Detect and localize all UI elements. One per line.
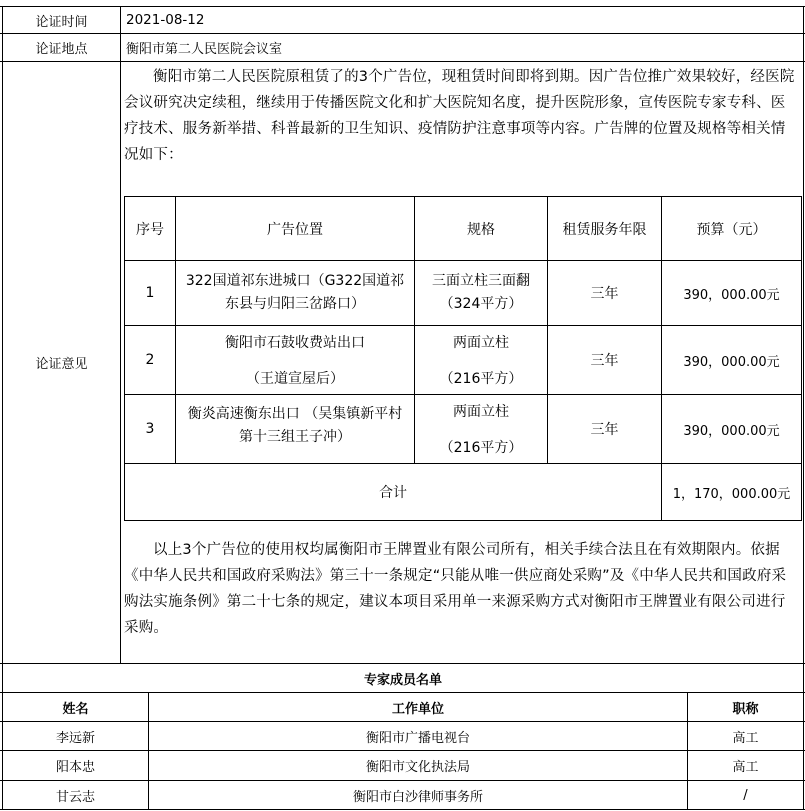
experts-title: 专家成员名单 xyxy=(363,672,442,688)
expert-3-name: 甘云志 xyxy=(55,789,95,805)
ad-row-2-location-line1: 衡阳市石鼓收费站出口 xyxy=(225,335,365,351)
ad-row-2-location xyxy=(176,326,414,394)
ad-header-location: 广告位置 xyxy=(267,221,323,238)
ad-total-value: 1，170，000.00元 xyxy=(672,486,791,502)
ad-header-budget: 预算（元） xyxy=(696,221,767,238)
ad-row-3-no: 3 xyxy=(145,421,155,437)
opinion-label: 论证意见 xyxy=(35,357,88,372)
ad-header-spec: 规格 xyxy=(467,221,495,238)
expert-1-title: 高工 xyxy=(732,730,759,746)
ad-row-3-spec-line1: 两面立柱 xyxy=(452,404,509,420)
ad-total-label: 合计 xyxy=(379,485,407,501)
expert-2-name: 阳本忠 xyxy=(55,760,95,775)
ad-row-1-budget: 390，000.00元 xyxy=(683,287,780,303)
ad-row-3-budget: 390，000.00元 xyxy=(683,423,780,439)
ad-row-2-spec-line1: 两面立柱 xyxy=(452,335,509,351)
ad-header-no: 序号 xyxy=(136,221,164,238)
experts-header-name: 姓名 xyxy=(62,701,89,717)
ad-header-years: 租赁服务年限 xyxy=(562,221,647,238)
opinion-conclusion: 以上3个广告位的使用权均属衡阳市王牌置业有限公司所有，相关手续合法且在有效期限内。依据《中华人民共和国政府采购法》第三十一条规定“只能从唯一供应商处采购”及《中华人民共和国政府采购法实施条例》第二十七条的规定，建议本项目采用单一来源采购方式对衡阳市王牌置业有限公司进行采购。 xyxy=(124,542,787,636)
ad-row-1-spec xyxy=(415,261,547,325)
expert-3-unit: 衡阳市白沙律师事务所 xyxy=(352,789,483,805)
ad-row-1-spec-line1: 三面立柱三面翻 xyxy=(432,273,530,289)
ad-row-3-spec-line2: （216平方） xyxy=(439,440,523,456)
ad-row-1-years: 三年 xyxy=(590,286,619,302)
ad-row-3-years: 三年 xyxy=(590,422,619,438)
place-value: 衡阳市第二人民医院会议室 xyxy=(126,42,283,57)
ad-row-2-no: 2 xyxy=(145,352,155,368)
time-value: 2021-08-12 xyxy=(126,12,205,28)
ad-row-3-location: 衡炎高速衡东出口 （吴集镇新平村第十三组王子冲） xyxy=(187,406,403,445)
ad-row-1-location: 322国道祁东进城口（G322国道祁东县与归阳三岔路口） xyxy=(185,273,405,312)
ad-row-2-budget: 390，000.00元 xyxy=(683,354,780,370)
ad-row-3-spec xyxy=(415,395,547,463)
experts-header-unit: 工作单位 xyxy=(391,701,444,717)
experts-header-title: 职称 xyxy=(732,701,759,717)
ad-row-1-no: 1 xyxy=(145,285,155,301)
expert-2-title: 高工 xyxy=(732,760,759,775)
expert-3-title: / xyxy=(743,787,748,803)
ad-row-2-spec xyxy=(415,326,547,394)
expert-1-unit: 衡阳市广播电视台 xyxy=(365,730,470,746)
ad-row-2-location-line2: （王道宣屋后） xyxy=(246,371,344,387)
ad-row-1-spec-line2: （324平方） xyxy=(439,296,523,312)
ad-row-2-spec-line2: （216平方） xyxy=(439,371,523,387)
place-label: 论证地点 xyxy=(35,42,88,57)
ad-row-2-years: 三年 xyxy=(590,353,619,369)
opinion-intro: 衡阳市第二人民医院原租赁了的3个广告位，现租赁时间即将到期。因广告位推广效果较好，经医院会议研究决定续租，继续用于传播医院文化和扩大医院知名度，提升医院形象，宣传医院专家专科、医疗技术、服务新举措、科普最新的卫生知识、疫情防护注意事项等内容。广告牌的位置及规格等相关情况如下： xyxy=(124,69,795,163)
time-label: 论证时间 xyxy=(35,14,88,30)
expert-1-name: 李远新 xyxy=(55,730,95,746)
expert-2-unit: 衡阳市文化执法局 xyxy=(365,760,470,775)
